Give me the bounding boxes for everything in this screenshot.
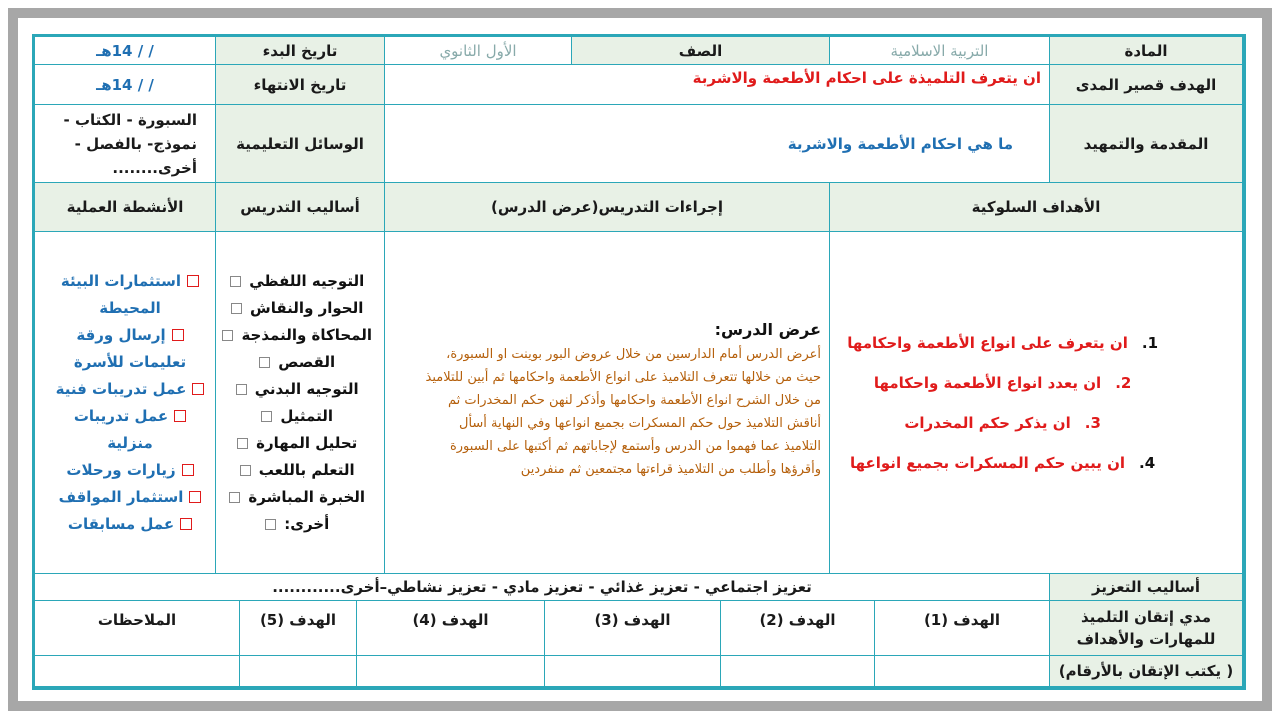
checkbox-icon[interactable] (265, 519, 276, 530)
mastery-cell-4[interactable] (357, 656, 545, 687)
class-label: الصف (572, 37, 830, 65)
intro-value: ما هي احكام الأطعمة والاشربة (385, 105, 1050, 183)
checkbox-icon[interactable] (236, 384, 247, 395)
short-goal-value: ان يتعرف التلميذة على احكام الأطعمة والاشربة (385, 65, 1050, 105)
method-item: المحاكاة والنمذجة (222, 322, 372, 349)
notes-cell[interactable] (35, 656, 240, 687)
checkbox-icon[interactable] (229, 492, 240, 503)
start-date-label: تاريخ البدء (216, 37, 385, 65)
method-item: الخبرة المباشرة (222, 484, 372, 511)
activity-item: عمل تدريبات منزلية (55, 403, 205, 457)
mastery-goal-2: الهدف (2) (721, 601, 875, 656)
checkbox-icon[interactable] (237, 438, 248, 449)
procedures-header: إجراءات التدريس(عرض الدرس) (385, 183, 830, 232)
mastery-goal-1: الهدف (1) (875, 601, 1050, 656)
reinforcement-value: تعزيز اجتماعي - تعزيز غذائي - تعزيز مادي - تعزيز نشاطي–أخرى............ (35, 574, 1050, 601)
checkbox-icon[interactable] (192, 383, 204, 395)
mastery-footer: ( يكتب الإتقان بالأرقام) (1050, 656, 1243, 687)
aids-value: السبورة - الكتاب - نموذج- بالفصل - أخرى........ (35, 105, 216, 183)
mastery-cell-3[interactable] (545, 656, 721, 687)
goal-item: 2.ان يعدد انواع الأطعمة واحكامها (873, 373, 1132, 392)
activity-item: إرسال ورقة تعليمات للأسرة (73, 325, 187, 371)
procedures-cell (385, 232, 830, 574)
mastery-cell-2[interactable] (721, 656, 875, 687)
goals-cell (830, 232, 1243, 574)
goal-item: 4.ان يبين حكم المسكرات بجميع انواعها (849, 453, 1156, 472)
activities-header: الأنشطة العملية (35, 183, 216, 232)
intro-label: المقدمة والتمهيد (1050, 105, 1243, 183)
checkbox-icon[interactable] (259, 357, 270, 368)
checkbox-icon[interactable] (180, 518, 192, 530)
checkbox-icon[interactable] (222, 330, 233, 341)
reinforcement-label: أساليب التعزيز (1050, 574, 1243, 601)
methods-header: أساليب التدريس (216, 183, 385, 232)
checkbox-icon[interactable] (240, 465, 251, 476)
activities-list (55, 268, 205, 538)
checkbox-icon[interactable] (189, 491, 201, 503)
procedures-title: عرض الدرس: (714, 320, 821, 339)
checkbox-icon[interactable] (261, 411, 272, 422)
checkbox-icon[interactable] (231, 303, 242, 314)
checkbox-icon[interactable] (187, 275, 199, 287)
mastery-label: مدي إتقان التلميذ للمهارات والأهداف (1050, 601, 1243, 656)
checkbox-icon[interactable] (182, 464, 194, 476)
checkbox-icon[interactable] (172, 329, 184, 341)
goals-list (847, 323, 1158, 483)
checkbox-icon[interactable] (174, 410, 186, 422)
subject-value: التربية الاسلامية (830, 37, 1050, 65)
end-date-label: تاريخ الانتهاء (216, 65, 385, 105)
mastery-cell-5[interactable] (240, 656, 357, 687)
activity-item: عمل تدريبات فنية (55, 376, 205, 403)
mastery-goal-5: الهدف (5) (240, 601, 357, 656)
method-item: التوجيه البدني (222, 376, 372, 403)
method-item: أخرى: (222, 511, 372, 538)
method-item: التعلم باللعب (222, 457, 372, 484)
activity-item: زيارات ورحلات (55, 457, 205, 484)
procedures-body: أعرض الدرس أمام الدارسين من خلال عروض البور بوينت او السبورة، حيث من خلالها تتعرف التلاميذ على انواع الأطعمة واحكامها ثم أبين للتلاميذ من خلال الشرح انواع الأطعمة واحكامها وأذكر لنهن حكم المخدرات ثم أناقش التلاميذ حول حكم المسكرات بجميع انواعها وفي النهاية أسأل التلاميذ عما فهموا من الدرس وأستمع لإجاباتهم ثم أكتبها على السبورة وأقرؤها وأطلب من التلاميذ قراءتها مجتمعين ثم منفردين (425, 347, 821, 477)
method-item: التوجيه اللفظي (222, 268, 372, 295)
method-item: القصص (222, 349, 372, 376)
mastery-goal-4: الهدف (4) (357, 601, 545, 656)
class-value: الأول الثانوي (385, 37, 572, 65)
lesson-plan-sheet (32, 34, 1246, 690)
activity-item: استثمارات البيئة المحيطة (55, 268, 205, 322)
goal-item: 3.ان يذكر حكم المخدرات (904, 413, 1101, 432)
mastery-goal-3: الهدف (3) (545, 601, 721, 656)
goal-item: 1.ان يتعرف على انواع الأطعمة واحكامها (847, 333, 1158, 352)
notes-label: الملاحظات (35, 601, 240, 656)
activity-item: عمل مسابقات (55, 511, 205, 538)
methods-list (222, 268, 372, 538)
method-item: الحوار والنقاش (222, 295, 372, 322)
checkbox-icon[interactable] (230, 276, 241, 287)
aids-label: الوسائل التعليمية (216, 105, 385, 183)
method-item: تحليل المهارة (222, 430, 372, 457)
activity-item: استثمار المواقف (55, 484, 205, 511)
goals-header: الأهداف السلوكية (830, 183, 1243, 232)
activities-cell (35, 232, 216, 574)
subject-label: المادة (1050, 37, 1243, 65)
mastery-cell-1[interactable] (875, 656, 1050, 687)
start-date-value: / / 14هـ (35, 37, 216, 65)
methods-cell (216, 232, 385, 574)
end-date-value: / / 14هـ (35, 65, 216, 105)
short-goal-label: الهدف قصير المدى (1050, 65, 1243, 105)
method-item: التمثيل (222, 403, 372, 430)
